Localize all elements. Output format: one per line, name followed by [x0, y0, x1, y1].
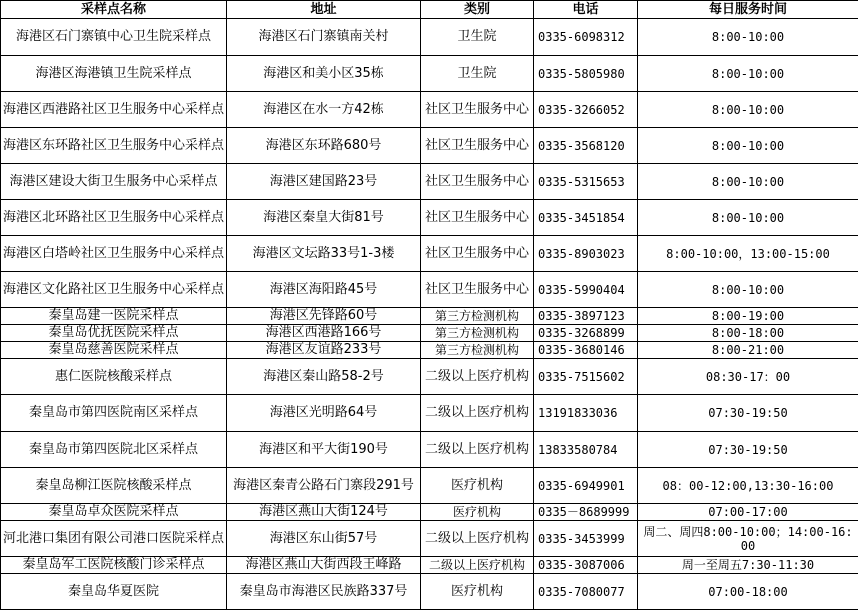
- cell-category: 卫生院: [421, 56, 534, 92]
- header-name: 采样点名称: [1, 1, 227, 19]
- cell-hours: 8:00-10:00: [638, 92, 858, 128]
- cell-site-name: 惠仁医院核酸采样点: [1, 359, 227, 395]
- cell-site-name: 秦皇岛柳江医院核酸采样点: [1, 468, 227, 504]
- cell-category: 社区卫生服务中心: [421, 200, 534, 236]
- cell-category: 社区卫生服务中心: [421, 236, 534, 272]
- cell-site-name: 秦皇岛军工医院核酸门诊采样点: [1, 557, 227, 574]
- cell-address: 海港区燕山大街西段王峰路: [227, 557, 421, 574]
- cell-address: 海港区先锋路60号: [227, 308, 421, 325]
- cell-phone: 0335-5990404: [534, 272, 638, 308]
- cell-address: 海港区友谊路233号: [227, 342, 421, 359]
- cell-phone: 0335-3680146: [534, 342, 638, 359]
- table-row: [1, 56, 858, 92]
- cell-hours: 8:00-10:00: [638, 19, 858, 56]
- cell-site-name: 秦皇岛卓众医院采样点: [1, 504, 227, 521]
- cell-category: 二级以上医疗机构: [421, 359, 534, 395]
- cell-hours: 8:00-10:00: [638, 56, 858, 92]
- cell-site-name: 秦皇岛市第四医院北区采样点: [1, 432, 227, 468]
- cell-address: 海港区和美小区35栋: [227, 56, 421, 92]
- cell-site-name: 海港区白塔岭社区卫生服务中心采样点: [1, 236, 227, 272]
- cell-phone: 0335-3568120: [534, 128, 638, 164]
- cell-phone: 0335-5805980: [534, 56, 638, 92]
- table-row: [1, 128, 858, 164]
- cell-site-name: 秦皇岛慈善医院采样点: [1, 342, 227, 359]
- cell-address: 海港区秦青公路石门寨段291号: [227, 468, 421, 504]
- cell-site-name: 秦皇岛市第四医院南区采样点: [1, 395, 227, 432]
- cell-category: 医疗机构: [421, 574, 534, 610]
- cell-category: 二级以上医疗机构: [421, 521, 534, 557]
- cell-phone: 0335-3268899: [534, 325, 638, 342]
- table-row: [1, 432, 858, 468]
- cell-site-name: 海港区石门寨镇中心卫生院采样点: [1, 19, 227, 56]
- cell-phone: 0335-3453999: [534, 521, 638, 557]
- cell-address: 海港区东环路680号: [227, 128, 421, 164]
- cell-hours: 08:30-17：00: [638, 359, 858, 395]
- cell-site-name: 秦皇岛华夏医院: [1, 574, 227, 610]
- cell-address: 海港区和平大街190号: [227, 432, 421, 468]
- table-row: [1, 574, 858, 610]
- cell-phone: 0335-8903023: [534, 236, 638, 272]
- cell-site-name: 秦皇岛优抚医院采样点: [1, 325, 227, 342]
- cell-address: 海港区文坛路33号1-3楼: [227, 236, 421, 272]
- table-row: [1, 521, 858, 557]
- cell-address: 海港区石门寨镇南关村: [227, 19, 421, 56]
- cell-category: 社区卫生服务中心: [421, 128, 534, 164]
- cell-address: 海港区西港路166号: [227, 325, 421, 342]
- cell-hours: 07:30-19:50: [638, 395, 858, 432]
- cell-hours: 08：00-12:00,13:30-16:00: [638, 468, 858, 504]
- cell-hours: 8:00-21:00: [638, 342, 858, 359]
- header-phone: 电话: [534, 1, 638, 19]
- cell-category: 社区卫生服务中心: [421, 164, 534, 200]
- cell-hours: 8:00-10:00: [638, 128, 858, 164]
- table-row: [1, 468, 858, 504]
- cell-phone: 0335-7515602: [534, 359, 638, 395]
- cell-category: 二级以上医疗机构: [421, 557, 534, 574]
- cell-category: 医疗机构: [421, 504, 534, 521]
- cell-hours: 07:00-17:00: [638, 504, 858, 521]
- cell-address: 海港区燕山大街124号: [227, 504, 421, 521]
- cell-hours: 8:00-10:00: [638, 200, 858, 236]
- cell-hours: 8:00-19:00: [638, 308, 858, 325]
- cell-address: 海港区海阳路45号: [227, 272, 421, 308]
- cell-address: 海港区建国路23号: [227, 164, 421, 200]
- cell-hours: 8:00-18:00: [638, 325, 858, 342]
- table-row: [1, 164, 858, 200]
- table-row: [1, 236, 858, 272]
- cell-category: 医疗机构: [421, 468, 534, 504]
- table-row: [1, 92, 858, 128]
- table-body: [1, 19, 858, 610]
- cell-phone: 0335-6949901: [534, 468, 638, 504]
- table-row: [1, 325, 858, 342]
- cell-category: 社区卫生服务中心: [421, 92, 534, 128]
- cell-address: 海港区秦皇大街81号: [227, 200, 421, 236]
- cell-category: 第三方检测机构: [421, 308, 534, 325]
- cell-category: 二级以上医疗机构: [421, 432, 534, 468]
- cell-category: 第三方检测机构: [421, 325, 534, 342]
- cell-phone: 0335－8689999: [534, 504, 638, 521]
- header-address: 地址: [227, 1, 421, 19]
- cell-site-name: 秦皇岛建一医院采样点: [1, 308, 227, 325]
- cell-phone: 13191833036: [534, 395, 638, 432]
- cell-hours: 8:00-10:00: [638, 164, 858, 200]
- table-row: [1, 359, 858, 395]
- cell-site-name: 河北港口集团有限公司港口医院采样点: [1, 521, 227, 557]
- table-row: [1, 200, 858, 236]
- table-row: [1, 342, 858, 359]
- table-row: [1, 308, 858, 325]
- table-row: [1, 557, 858, 574]
- cell-address: 海港区光明路64号: [227, 395, 421, 432]
- table-row: [1, 504, 858, 521]
- table-row: [1, 19, 858, 56]
- cell-address: 海港区在水一方42栋: [227, 92, 421, 128]
- cell-site-name: 海港区建设大街卫生服务中心采样点: [1, 164, 227, 200]
- cell-phone: 0335-3897123: [534, 308, 638, 325]
- cell-hours: 周一至周五7:30-11:30: [638, 557, 858, 574]
- cell-phone: 0335-3087006: [534, 557, 638, 574]
- cell-phone: 0335-7080077: [534, 574, 638, 610]
- table-row: [1, 395, 858, 432]
- cell-phone: 0335-3451854: [534, 200, 638, 236]
- cell-site-name: 海港区北环路社区卫生服务中心采样点: [1, 200, 227, 236]
- header-row: [1, 1, 858, 19]
- header-category: 类别: [421, 1, 534, 19]
- cell-address: 海港区东山街57号: [227, 521, 421, 557]
- cell-phone: 0335-3266052: [534, 92, 638, 128]
- cell-site-name: 海港区文化路社区卫生服务中心采样点: [1, 272, 227, 308]
- cell-category: 社区卫生服务中心: [421, 272, 534, 308]
- cell-site-name: 海港区西港路社区卫生服务中心采样点: [1, 92, 227, 128]
- cell-address: 秦皇岛市海港区民族路337号: [227, 574, 421, 610]
- header-hours: 每日服务时间: [638, 1, 858, 19]
- cell-phone: 0335-5315653: [534, 164, 638, 200]
- cell-category: 第三方检测机构: [421, 342, 534, 359]
- cell-hours: 8:00-10:00: [638, 272, 858, 308]
- cell-site-name: 海港区海港镇卫生院采样点: [1, 56, 227, 92]
- cell-hours: 周二、周四8:00-10:00；14:00-16:00: [638, 521, 858, 557]
- cell-address: 海港区秦山路58-2号: [227, 359, 421, 395]
- cell-phone: 0335-6098312: [534, 19, 638, 56]
- cell-site-name: 海港区东环路社区卫生服务中心采样点: [1, 128, 227, 164]
- table-row: [1, 272, 858, 308]
- cell-phone: 13833580784: [534, 432, 638, 468]
- cell-category: 卫生院: [421, 19, 534, 56]
- cell-hours: 8:00-10:00，13:00-15:00: [638, 236, 858, 272]
- cell-hours: 07:30-19:50: [638, 432, 858, 468]
- cell-category: 二级以上医疗机构: [421, 395, 534, 432]
- cell-hours: 07:00-18:00: [638, 574, 858, 610]
